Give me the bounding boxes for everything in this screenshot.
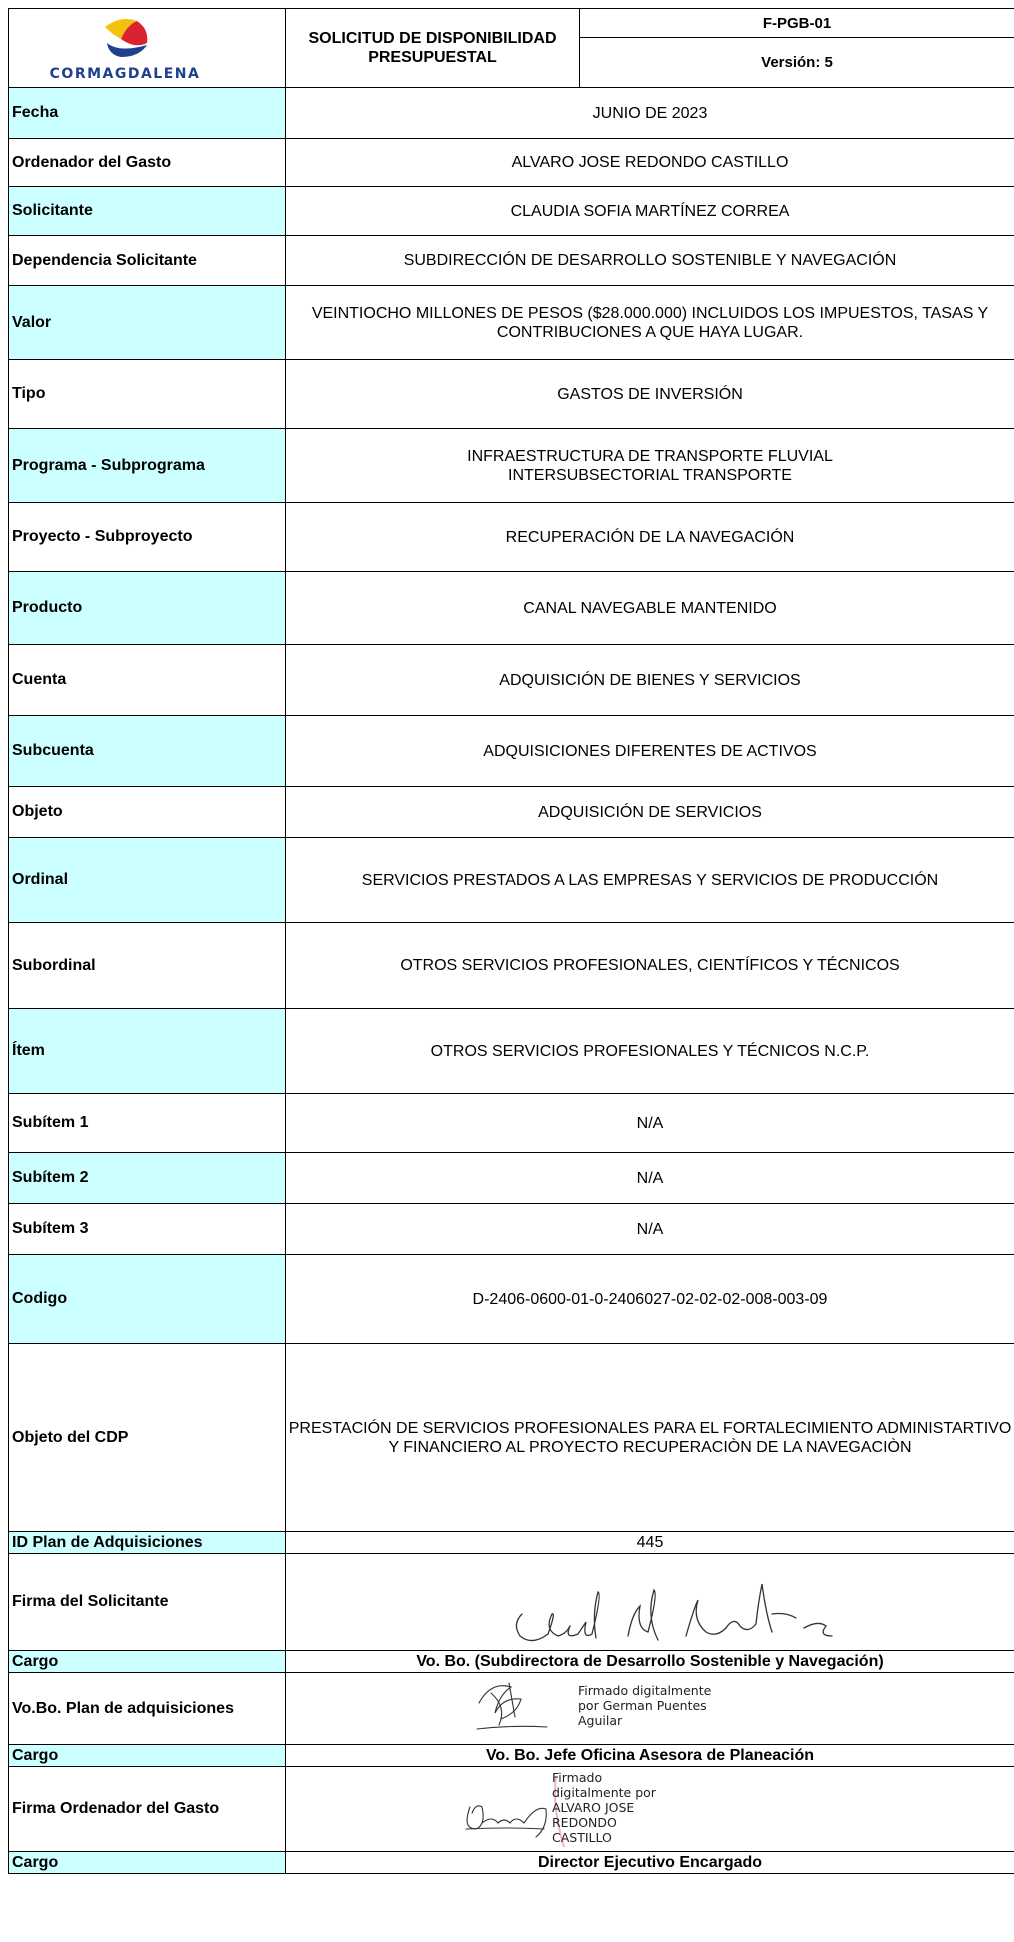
cuenta-value: ADQUISICIÓN DE BIENES Y SERVICIOS — [286, 645, 1014, 716]
form-code: F-PGB-01 — [580, 9, 1014, 38]
solicitante-label: Solicitante — [9, 187, 286, 236]
objeto-label: Objeto — [9, 787, 286, 838]
cargo1-value: Vo. Bo. (Subdirectora de Desarrollo Sostenible y Navegación) — [286, 1651, 1014, 1673]
cargo2-value: Vo. Bo. Jefe Oficina Asesora de Planeación — [286, 1745, 1014, 1767]
logo-cell — [9, 9, 286, 88]
proyecto-value: RECUPERACIÓN DE LA NAVEGACIÓN — [286, 503, 1014, 572]
objeto-cdp-value: PRESTACIÓN DE SERVICIOS PROFESIONALES PARA EL FORTALECIMIENTO ADMINISTARTIVO Y FINANCIERO AL PROYECTO RECUPERACIÒN DE LA NAVEGACIÒN — [286, 1344, 1014, 1532]
valor-value: VEINTIOCHO MILLONES DE PESOS ($28.000.000) INCLUIDOS LOS IMPUESTOS, TASAS Y CONTRIBUCIONES A QUE HAYA LUGAR. — [286, 286, 1014, 360]
id-plan-label: ID Plan de Adquisiciones — [9, 1532, 286, 1554]
item-value: OTROS SERVICIOS PROFESIONALES Y TÉCNICOS N.C.P. — [286, 1009, 1014, 1094]
cargo2-label: Cargo — [9, 1745, 286, 1767]
vobo-plan-cell — [286, 1673, 1014, 1745]
ordinal-value: SERVICIOS PRESTADOS A LAS EMPRESAS Y SERVICIOS DE PRODUCCIÓN — [286, 838, 1014, 923]
form-title: SOLICITUD DE DISPONIBILIDAD PRESUPUESTAL — [286, 9, 580, 88]
form-version: Versión: 5 — [580, 38, 1014, 88]
cdp-form-table — [8, 8, 1014, 1874]
firma-ordenador-cell — [286, 1767, 1014, 1852]
subitem1-label: Subítem 1 — [9, 1094, 286, 1153]
subitem3-value: N/A — [286, 1204, 1014, 1255]
subitem3-label: Subítem 3 — [9, 1204, 286, 1255]
cargo1-label: Cargo — [9, 1651, 286, 1673]
dependencia-value: SUBDIRECCIÓN DE DESARROLLO SOSTENIBLE Y NAVEGACIÓN — [286, 236, 1014, 286]
codigo-label: Codigo — [9, 1255, 286, 1344]
item-label: Ítem — [9, 1009, 286, 1094]
programa-label: Programa - Subprograma — [9, 429, 286, 503]
objeto-cdp-label: Objeto del CDP — [9, 1344, 286, 1532]
digital-signature-mark-ordenador — [436, 1767, 566, 1852]
dsig-vobo-line: Firmado digitalmente — [578, 1683, 712, 1698]
handwritten-signature-solicitante — [286, 1554, 1014, 1651]
producto-value: CANAL NAVEGABLE MANTENIDO — [286, 572, 1014, 645]
solicitante-value: CLAUDIA SOFIA MARTÍNEZ CORREA — [286, 187, 1014, 236]
proyecto-label: Proyecto - Subproyecto — [9, 503, 286, 572]
dsig-vobo-line: Aguilar — [578, 1713, 623, 1728]
programa-value — [286, 429, 1014, 503]
cuenta-label: Cuenta — [9, 645, 286, 716]
dsig-ordenador-line: digitalmente por — [552, 1785, 656, 1800]
subcuenta-label: Subcuenta — [9, 716, 286, 787]
cormagdalena-logo — [9, 9, 286, 87]
ordenador-value: ALVARO JOSE REDONDO CASTILLO — [286, 139, 1014, 187]
programa-text: INFRAESTRUCTURA DE TRANSPORTE FLUVIAL INTERSUBSECTORIAL TRANSPORTE — [467, 447, 833, 484]
id-plan-value: 445 — [286, 1532, 1014, 1554]
vobo-plan-label: Vo.Bo. Plan de adquisiciones — [9, 1673, 286, 1745]
tipo-label: Tipo — [9, 360, 286, 429]
digital-signature-text-vobo — [578, 1683, 711, 1728]
digital-signature-text-ordenador — [552, 1770, 656, 1845]
ordinal-label: Ordinal — [9, 838, 286, 923]
subcuenta-value: ADQUISICIONES DIFERENTES DE ACTIVOS — [286, 716, 1014, 787]
subordinal-value: OTROS SERVICIOS PROFESIONALES, CIENTÍFICOS Y TÉCNICOS — [286, 923, 1014, 1009]
fecha-value: JUNIO DE 2023 — [286, 88, 1014, 139]
logo-text: CORMAGDALENA — [49, 66, 201, 82]
subitem1-value: N/A — [286, 1094, 1014, 1153]
codigo-value: D-2406-0600-01-0-2406027-02-02-02-008-003-09 — [286, 1255, 1014, 1344]
dependencia-label: Dependencia Solicitante — [9, 236, 286, 286]
dsig-ordenador-line: CASTILLO — [552, 1830, 612, 1845]
objeto-value: ADQUISICIÓN DE SERVICIOS — [286, 787, 1014, 838]
tipo-value: GASTOS DE INVERSIÓN — [286, 360, 1014, 429]
dsig-ordenador-line: Firmado — [552, 1770, 603, 1785]
firma-ordenador-label: Firma Ordenador del Gasto — [9, 1767, 286, 1852]
subordinal-label: Subordinal — [9, 923, 286, 1009]
producto-label: Producto — [9, 572, 286, 645]
dsig-ordenador-line: ALVARO JOSE — [552, 1800, 635, 1815]
ordenador-label: Ordenador del Gasto — [9, 139, 286, 187]
dsig-vobo-line: por German Puentes — [578, 1698, 707, 1713]
dsig-ordenador-line: REDONDO — [552, 1815, 617, 1830]
fecha-label: Fecha — [9, 88, 286, 139]
digital-signature-mark-vobo — [451, 1673, 571, 1745]
cargo3-label: Cargo — [9, 1852, 286, 1874]
subitem2-label: Subítem 2 — [9, 1153, 286, 1204]
valor-label: Valor — [9, 286, 286, 360]
firma-solicitante-label: Firma del Solicitante — [9, 1554, 286, 1651]
cargo3-value: Director Ejecutivo Encargado — [286, 1852, 1014, 1874]
firma-solicitante-cell — [286, 1554, 1014, 1651]
subitem2-value: N/A — [286, 1153, 1014, 1204]
